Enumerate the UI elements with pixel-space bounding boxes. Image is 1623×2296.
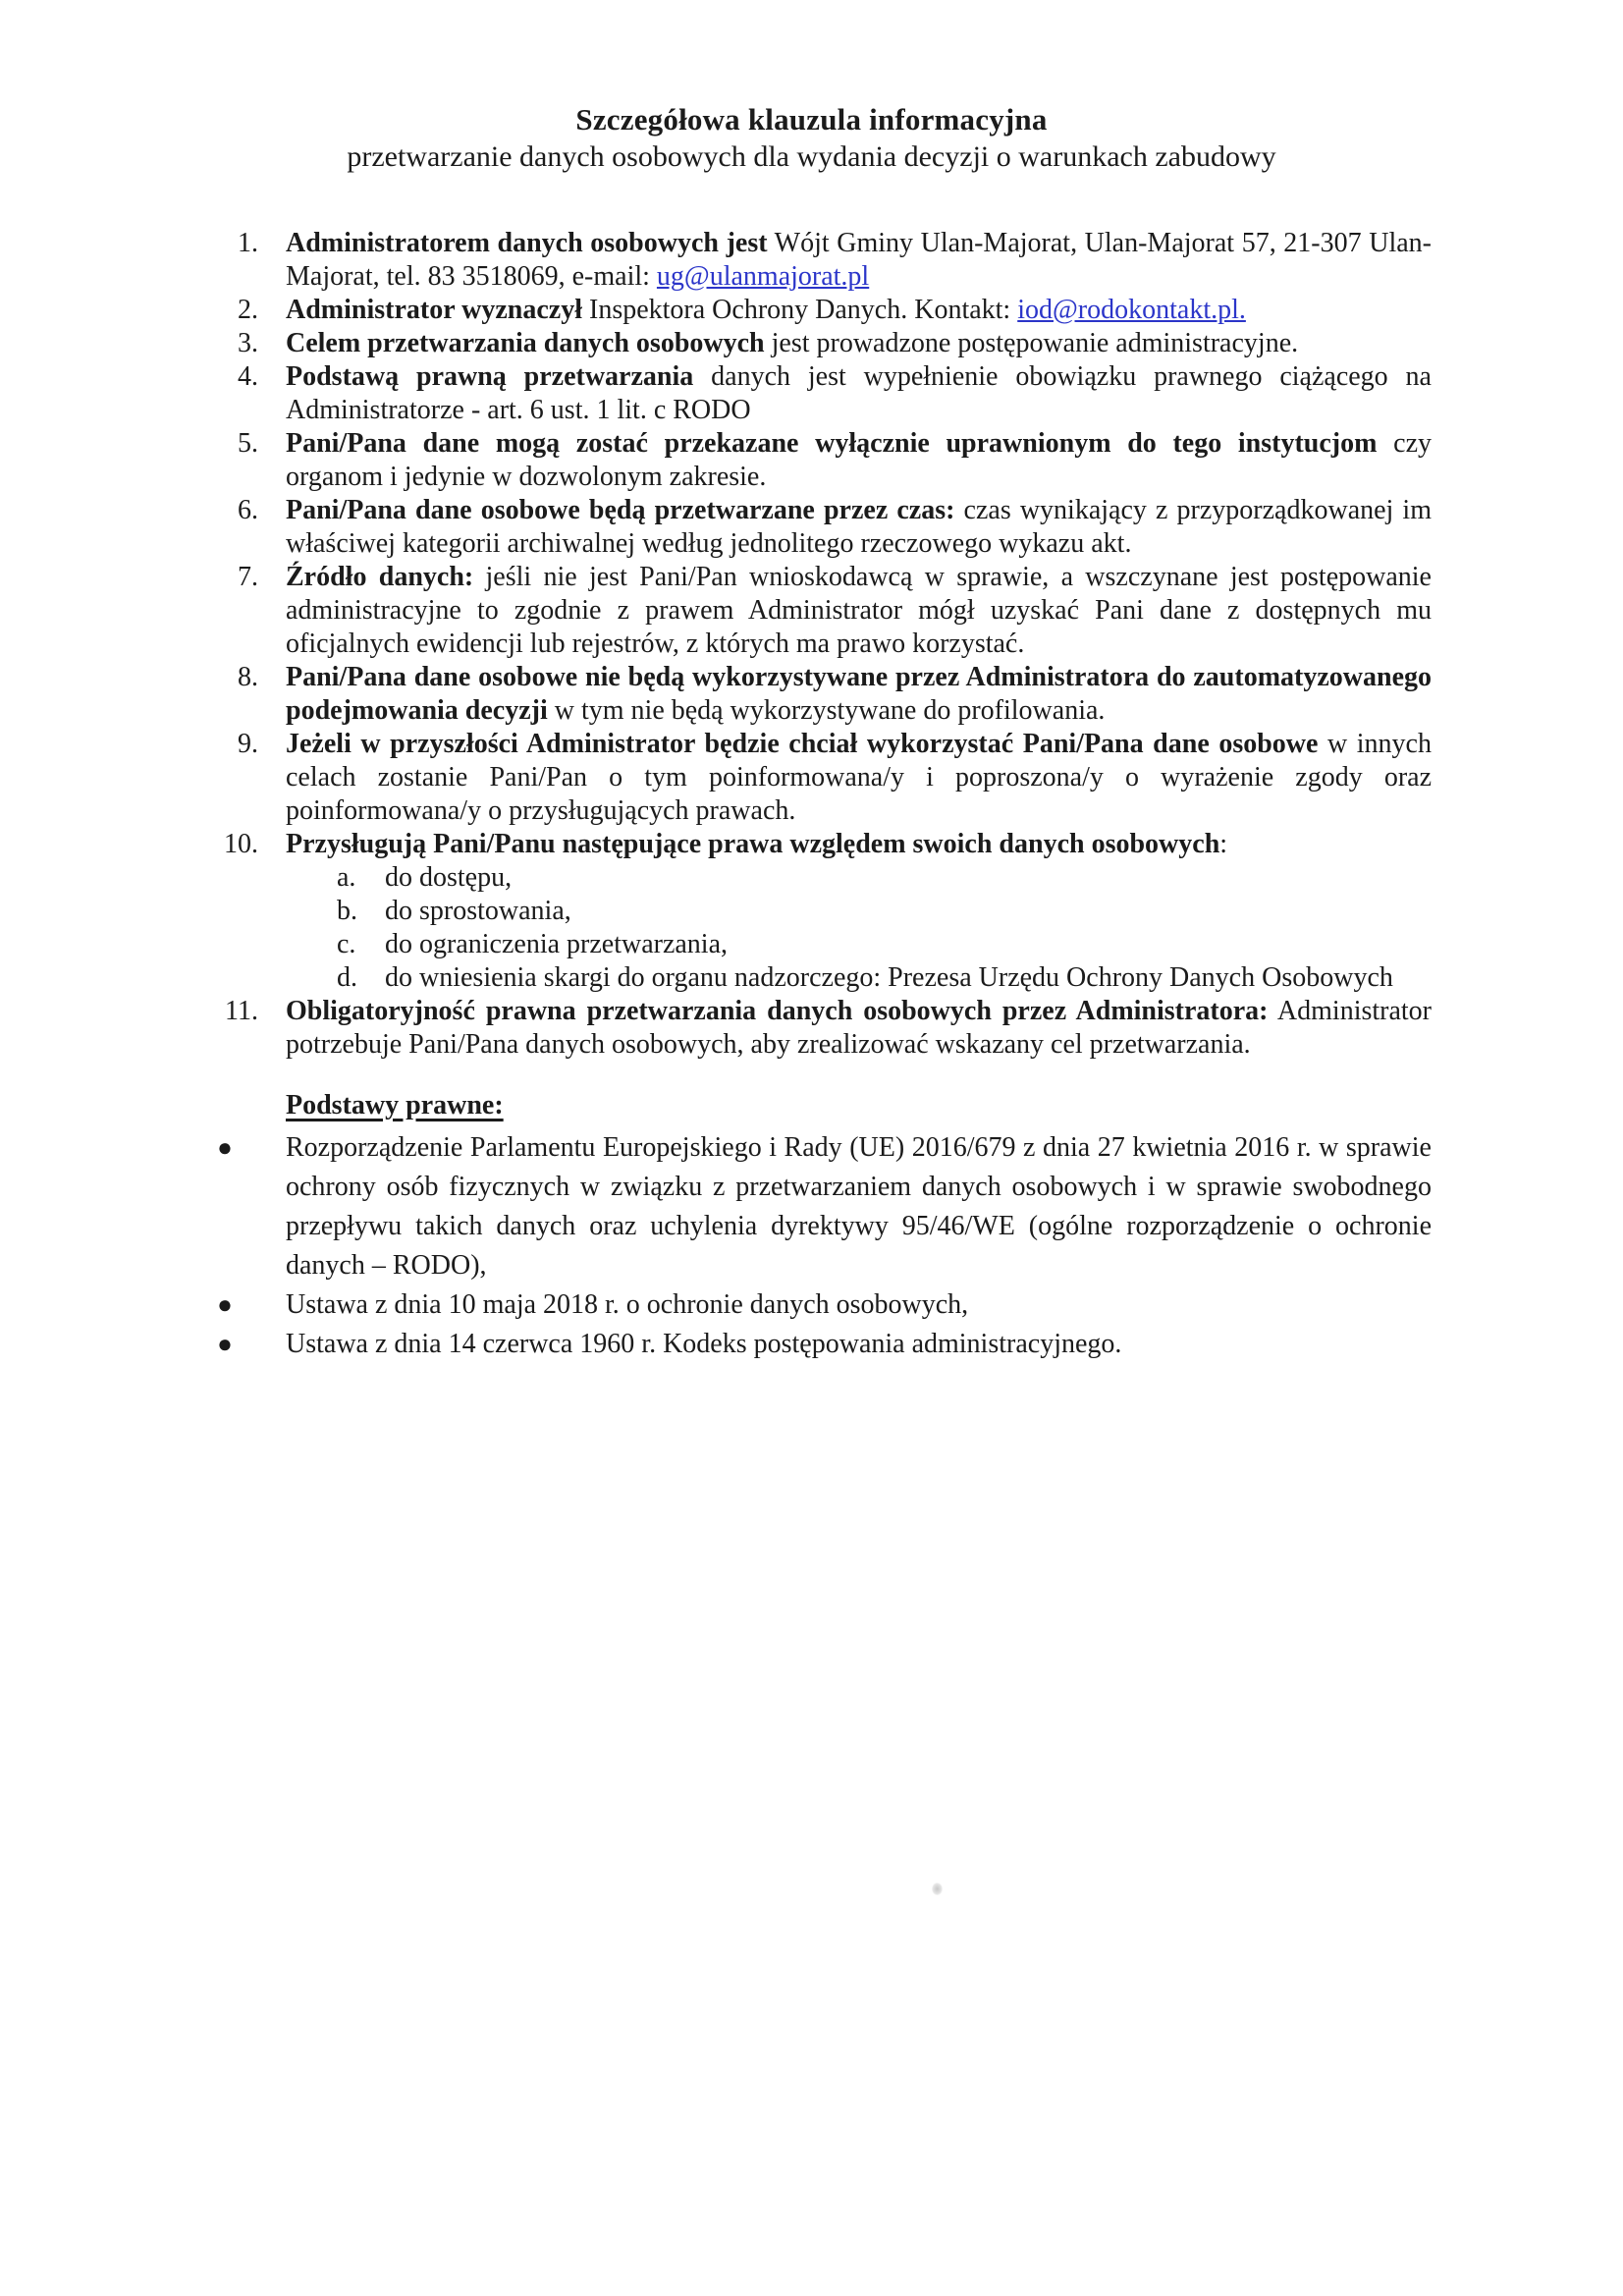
list-item-text (286, 561, 1432, 661)
bullet-item-text: Ustawa z dnia 14 czerwca 1960 r. Kodeks postępowania administracyjnego. (286, 1329, 1122, 1359)
rights-sublist (337, 861, 1432, 995)
legal-basis-list (191, 1128, 1432, 1364)
list-item-text (286, 995, 1432, 1062)
list-item (191, 294, 1432, 327)
legal-basis-heading: Podstawy prawne: (286, 1090, 504, 1121)
list-item-number: 7. (238, 562, 258, 592)
list-item-number: 2. (238, 295, 258, 325)
list-item (191, 227, 1432, 294)
list-item-bold: Pani/Pana dane osobowe nie będą wykorzystywane przez Administratora do zautomatyzowanego podejmowania decyzji (286, 662, 1432, 726)
list-item-bold: Źródło danych: (286, 562, 474, 592)
sublist-item-text: do dostępu, (385, 862, 513, 893)
numbered-list (191, 227, 1432, 1062)
list-item-text (286, 227, 1432, 294)
list-item-number: 9. (238, 729, 258, 759)
scan-artifact-dot (932, 1883, 943, 1895)
bullet-icon: ● (217, 1133, 233, 1162)
email-link-iod[interactable]: iod@rodokontakt.pl. (1017, 295, 1246, 325)
sublist-item (337, 928, 1432, 961)
list-item-text (286, 294, 1432, 327)
bullet-item (191, 1285, 1432, 1325)
sublist-item-letter: d. (337, 962, 357, 993)
list-item-text (286, 728, 1432, 828)
list-item-bold: Jeżeli w przyszłości Administrator będzie chciał wykorzystać Pani/Pana dane osobowe (286, 729, 1319, 759)
list-item-bold: Podstawą prawną przetwarzania (286, 361, 694, 392)
list-item-bold: Celem przetwarzania danych osobowych (286, 328, 765, 358)
bullet-icon: ● (217, 1330, 233, 1358)
list-item (191, 360, 1432, 427)
list-item-number: 4. (238, 361, 258, 392)
sublist-item (337, 861, 1432, 895)
list-item-rest: Administrator potrzebuje Pani/Pana danych osobowych, aby zrealizować wskazany cel przetwarzania. (286, 996, 1433, 1060)
list-item (191, 728, 1432, 828)
sublist-item (337, 895, 1432, 928)
list-item (191, 561, 1432, 661)
list-item-text (286, 360, 1432, 427)
list-item-bold: Pani/Pana dane osobowe będą przetwarzane przez czas: (286, 495, 955, 525)
list-item-number: 8. (238, 662, 258, 692)
bullet-item-text: Rozporządzenie Parlamentu Europejskiego i Rady (UE) 2016/679 z dnia 27 kwietnia 2016 r. w sprawie ochrony osób fizycznych w związku z przetwarzaniem danych osobowych i w sprawie swobodnego przepływu takich danych oraz uchylenia dyrektywy 95/46/WE (ogólne rozporządzenie o ochronie danych – RODO), (286, 1132, 1432, 1281)
list-item-rest: jest prowadzone postępowanie administracyjne. (764, 328, 1299, 358)
sublist-item (337, 961, 1432, 995)
bullet-item (191, 1128, 1432, 1285)
sublist-item-text: do sprostowania, (385, 896, 571, 926)
list-item-rest: w tym nie będą wykorzystywane do profilowania. (547, 695, 1106, 726)
list-item-number: 6. (238, 495, 258, 525)
page-subtitle: przetwarzanie danych osobowych dla wydania decyzji o warunkach zabudowy (347, 140, 1276, 173)
bullet-item (191, 1325, 1432, 1364)
list-item-bold: Administratorem danych osobowych jest (286, 228, 768, 258)
list-item-rest: w innych celach zostanie Pani/Pan o tym poinformowana/y i poproszona/y o wyrażenie zgody oraz poinformowana/y o przysługujących prawach. (286, 729, 1432, 826)
list-item (191, 995, 1432, 1062)
sublist-item-text: do ograniczenia przetwarzania, (385, 929, 729, 959)
list-item-bold: Administrator wyznaczył (286, 295, 582, 325)
list-item-bold: Obligatoryjność prawna przetwarzania danych osobowych przez Administratora: (286, 996, 1269, 1026)
list-item-text (286, 427, 1432, 494)
list-item-rest: jeśli nie jest Pani/Pan wnioskodawcą w sprawie, a wszczynane jest postępowanie administracyjne to zgodnie z prawem Administrator mógł uzyskać Pani dane z dostępnych mu oficjalnych ewidencji lub rejestrów, z których ma prawo korzystać. (286, 562, 1432, 659)
list-item-number: 1. (238, 228, 258, 258)
page-title: Szczegółowa klauzula informacyjna (575, 102, 1048, 137)
list-item-rest: czy organom i jedynie w dozwolonym zakresie. (286, 428, 1432, 492)
list-item-text (286, 327, 1432, 360)
list-item-text (286, 661, 1432, 728)
list-item-rest: danych jest wypełnienie obowiązku prawnego ciążącego na Administratorze - art. 6 ust. 1 lit. c RODO (286, 361, 1432, 425)
list-item-number: 11. (225, 996, 258, 1026)
email-link-administrator[interactable]: ug@ulanmajorat.pl (656, 261, 870, 292)
list-item (191, 828, 1432, 995)
list-item-rest: Inspektora Ochrony Danych. Kontakt: (582, 295, 1018, 325)
list-item-rest: Wójt Gminy Ulan-Majorat, Ulan-Majorat 57, 21-307 Ulan-Majorat, tel. 83 3518069, e-mail: (286, 228, 1433, 292)
list-item-text (286, 494, 1432, 561)
list-item-number: 10. (224, 829, 258, 859)
list-item-rest: : (1219, 829, 1228, 859)
sublist-item-letter: c. (337, 929, 356, 959)
list-item-text (286, 828, 1432, 995)
list-item-number: 3. (238, 328, 258, 358)
list-item-bold: Przysługują Pani/Panu następujące prawa względem swoich danych osobowych (286, 829, 1220, 859)
bullet-item-text: Ustawa z dnia 10 maja 2018 r. o ochronie danych osobowych, (286, 1289, 969, 1320)
sublist-item-letter: a. (337, 862, 356, 893)
sublist-item-text: do wniesienia skargi do organu nadzorczego: Prezesa Urzędu Ochrony Danych Osobowych (385, 962, 1393, 993)
list-item (191, 427, 1432, 494)
list-item-number: 5. (238, 428, 258, 459)
list-item (191, 494, 1432, 561)
list-item-bold: Pani/Pana dane mogą zostać przekazane wyłącznie uprawnionym do tego instytucjom (286, 428, 1378, 459)
list-item (191, 661, 1432, 728)
bullet-icon: ● (217, 1290, 233, 1319)
list-item-rest: czas wynikający z przyporządkowanej im właściwej kategorii archiwalnej według jednolitego rzeczowego wykazu akt. (286, 495, 1432, 559)
list-item (191, 327, 1432, 360)
sublist-item-letter: b. (337, 896, 357, 926)
